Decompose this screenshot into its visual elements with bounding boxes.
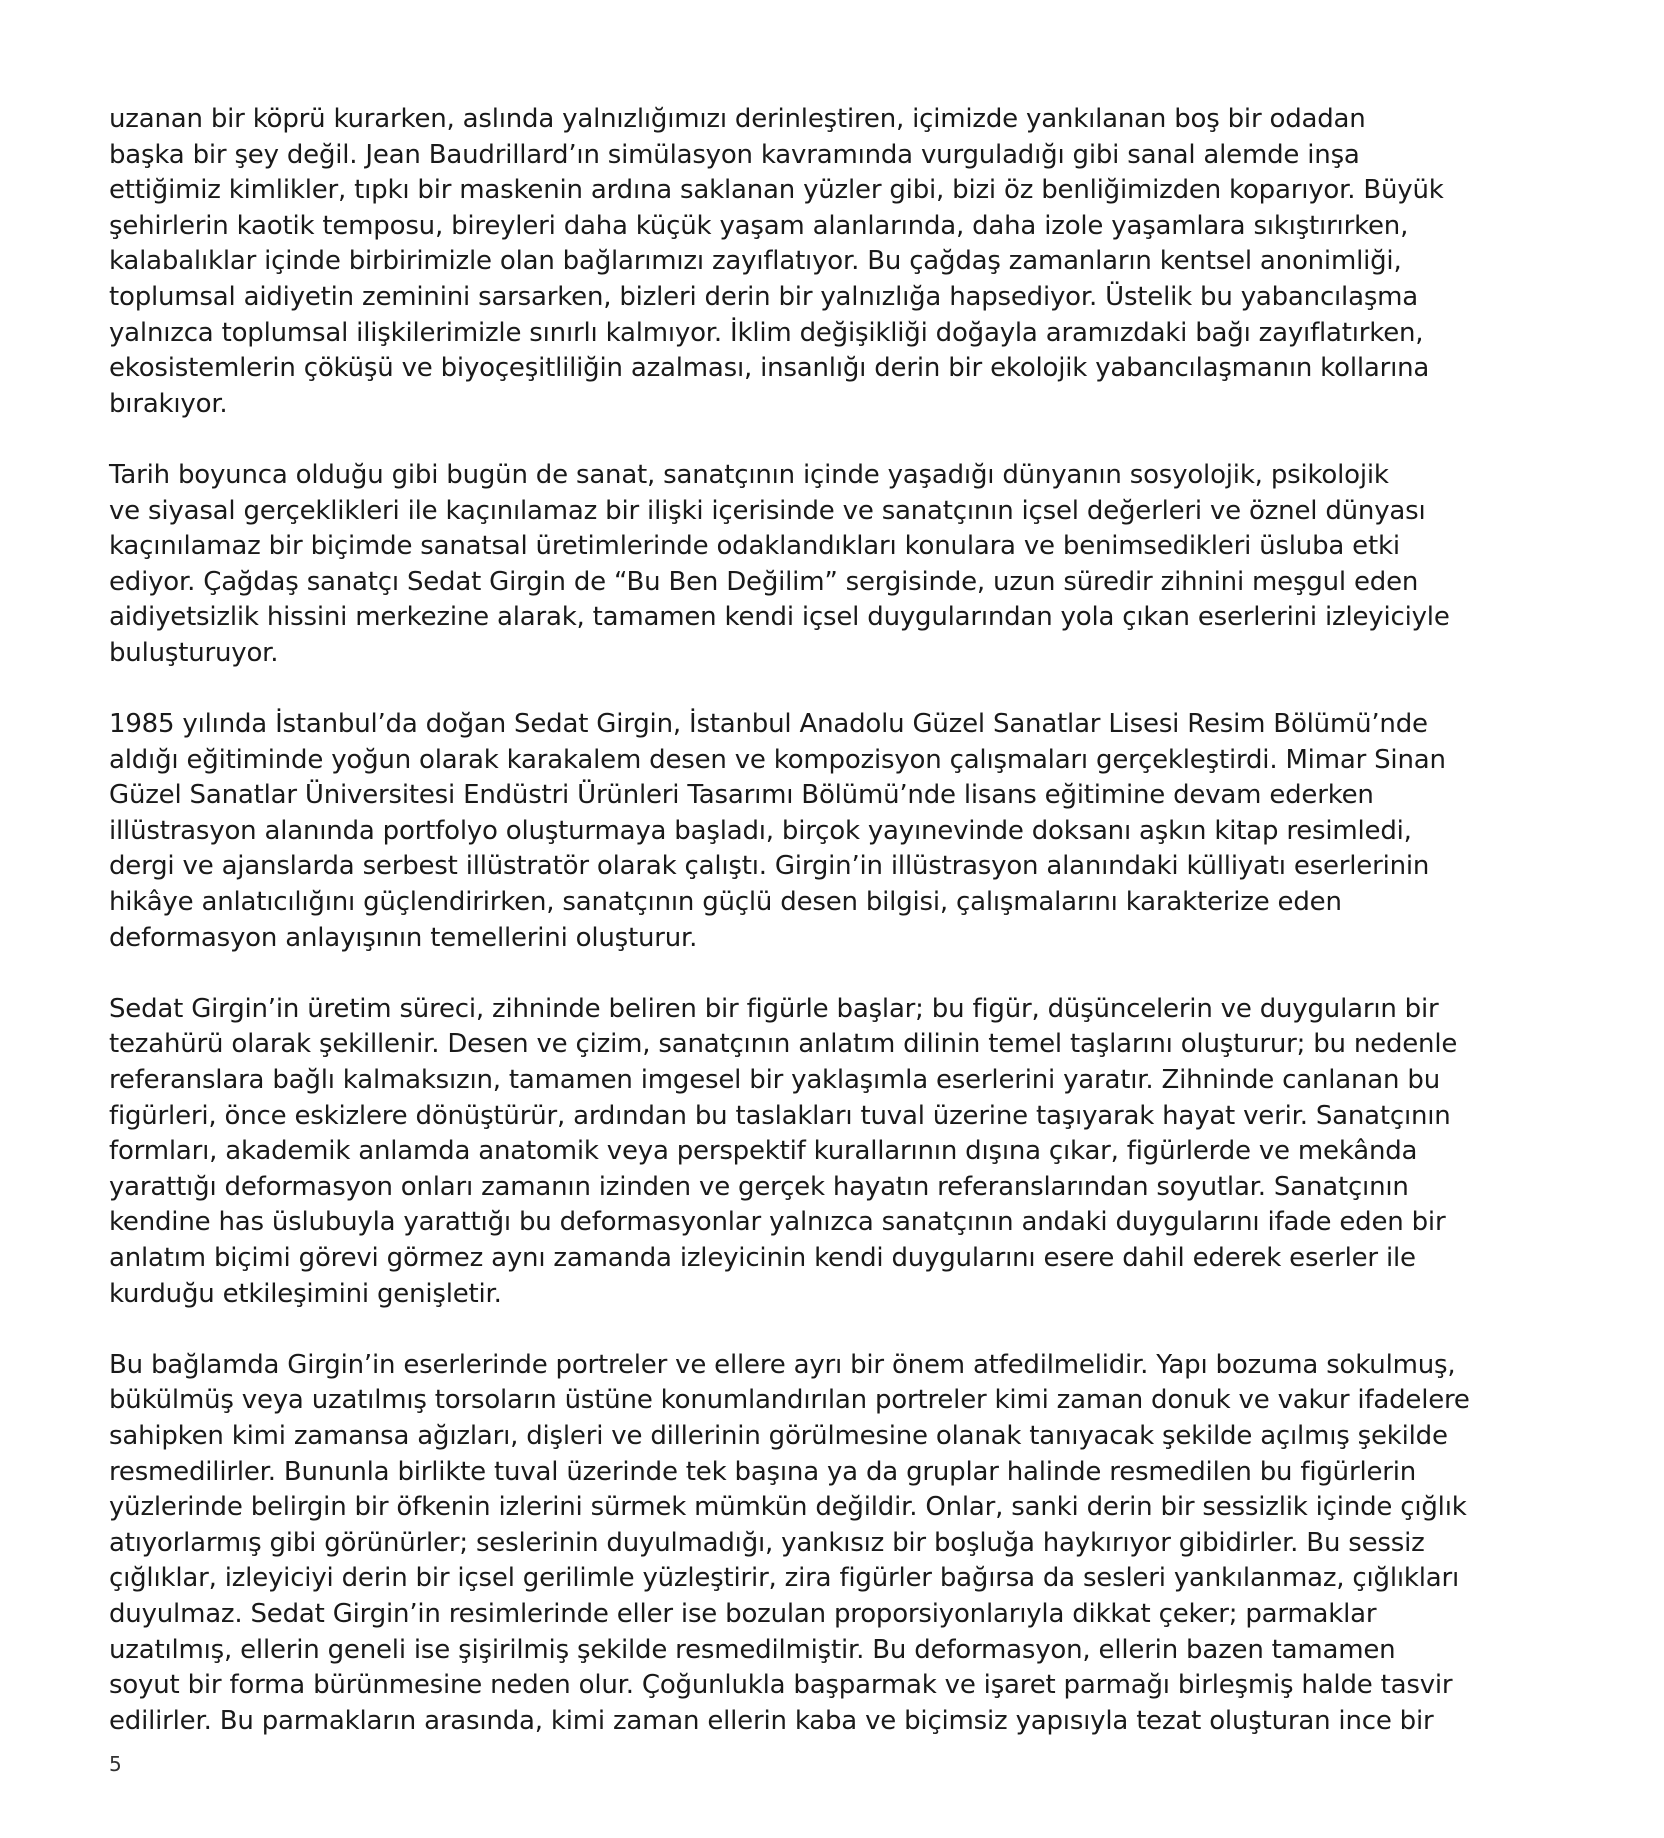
text-line: ekosistemlerin çöküşü ve biyoçeşitliliğin azalması, insanlığı derin bir ekolojik yabancılaşmanın kollarına: [109, 353, 1430, 384]
text-line: illüstrasyon alanında portfolyo oluşturmaya başladı, birçok yayınevinde doksanı aşkın kitap resimledi,: [109, 815, 1412, 846]
text-line: duyulmaz. Sedat Girgin’in resimlerinde eller ise bozulan proporsiyonlarıyla dikkat çeker; parmaklar: [109, 1598, 1377, 1629]
paragraph-5: [109, 1348, 1579, 1740]
text-line: kurduğu etkileşimini genişletir.: [109, 1278, 502, 1309]
text-line: sahipken kimi zamansa ağızları, dişleri ve dillerinin görülmesine olanak tanıyacak şekilde açılmış şekilde: [109, 1420, 1448, 1451]
page-number: 5: [109, 1752, 122, 1776]
paragraph-2: [109, 458, 1579, 672]
text-line: başka bir şey değil. Jean Baudrillard’ın simülasyon kavramında vurguladığı gibi sanal alemde inşa: [109, 139, 1360, 170]
text-line: Güzel Sanatlar Üniversitesi Endüstri Ürünleri Tasarımı Bölümü’nde lisans eğitimine devam ederken: [109, 780, 1374, 811]
paragraph-1: [109, 102, 1579, 422]
text-line: formları, akademik anlamda anatomik veya perspektif kurallarının dışına çıkar, figürlerde ve mekânda: [109, 1136, 1418, 1167]
body-text: [109, 102, 1579, 1775]
text-line: yarattığı deformasyon onları zamanın izinden ve gerçek hayatın referanslarından soyutlar. Sanatçının: [109, 1171, 1409, 1202]
text-line: edilirler. Bu parmakların arasında, kimi zaman ellerin kaba ve biçimsiz yapısıyla tezat oluşturan ince bir: [109, 1705, 1434, 1736]
paragraph-4: [109, 992, 1579, 1312]
text-line: uzanan bir köprü kurarken, aslında yalnızlığımızı derinleştiren, içimizde yankılanan boş bir odadan: [109, 104, 1366, 134]
text-line: referanslara bağlı kalmaksızın, tamamen imgesel bir yaklaşımla eserlerini yaratır. Zihninde canlanan bu: [109, 1065, 1440, 1096]
text-line: toplumsal aidiyetin zeminini sarsarken, bizleri derin bir yalnızlığa hapsediyor. Üstelik bu yabancılaşma: [109, 281, 1419, 312]
text-line: 1985 yılında İstanbul’da doğan Sedat Girgin, İstanbul Anadolu Güzel Sanatlar Lisesi Resim Bölümü’nde: [109, 709, 1428, 740]
text-line: Sedat Girgin’in üretim süreci, zihninde beliren bir figürle başlar; bu figür, düşüncelerin ve duyguların bir: [109, 993, 1439, 1024]
text-line: aidiyetsizlik hissini merkezine alarak, tamamen kendi içsel duygularından yola çıkan eserlerini izleyiciyle: [109, 602, 1450, 633]
text-line: kaçınılamaz bir biçimde sanatsal üretimlerinde odaklandıkları konulara ve benimsedikleri üsluba etki: [109, 531, 1400, 562]
paragraph-3: [109, 707, 1579, 956]
text-line: bükülmüş veya uzatılmış torsoların üstüne konumlandırılan portreler kimi zaman donuk ve vakur ifadelere: [109, 1385, 1470, 1416]
text-line: ettiğimiz kimlikler, tıpkı bir maskenin ardına saklanan yüzler gibi, bizi öz benliğimizden koparıyor. Büyük: [109, 175, 1444, 206]
text-line: bırakıyor.: [109, 388, 228, 419]
text-line: anlatım biçimi görevi görmez aynı zamanda izleyicinin kendi duygularını esere dahil ederek eserler ile: [109, 1243, 1416, 1273]
text-line: çığlıklar, izleyiciyi derin bir içsel gerilimle yüzleştirir, zira figürler bağırsa da sesleri yankılanmaz, çığlıkları: [109, 1563, 1459, 1594]
text-line: hikâye anlatıcılığını güçlendirirken, sanatçının güçlü desen bilgisi, çalışmalarını karakterize eden: [109, 887, 1342, 918]
text-line: Tarih boyunca olduğu gibi bugün de sanat, sanatçının içinde yaşadığı dünyanın sosyolojik, psikolojik: [109, 459, 1389, 490]
text-line: aldığı eğitiminde yoğun olarak karakalem desen ve kompozisyon çalışmaları gerçekleştirdi. Mimar Sinan: [109, 744, 1446, 775]
text-line: atıyorlarmış gibi görünürler; seslerinin duyulmadığı, yankısız bir boşluğa haykırıyor gibidirler. Bu sessiz: [109, 1527, 1425, 1558]
text-line: tezahürü olarak şekillenir. Desen ve çizim, sanatçının anlatım dilinin temel taşlarını oluşturur; bu nedenle: [109, 1029, 1458, 1060]
text-line: dergi ve ajanslarda serbest illüstratör olarak çalıştı. Girgin’in illüstrasyon alanındaki külliyatı eserlerinin: [109, 851, 1430, 882]
text-line: ediyor. Çağdaş sanatçı Sedat Girgin de “Bu Ben Değilim” sergisinde, uzun süredir zihnini meşgul eden: [109, 566, 1419, 597]
text-line: buluşturuyor.: [109, 637, 279, 668]
text-line: yüzlerinde belirgin bir öfkenin izlerini sürmek mümkün değildir. Onlar, sanki derin bir sessizlik içinde çığlık: [109, 1492, 1467, 1523]
text-line: ve siyasal gerçeklikleri ile kaçınılamaz bir ilişki içerisinde ve sanatçının içsel değerleri ve öznel dünyası: [109, 495, 1426, 526]
text-line: soyut bir forma bürünmesine neden olur. Çoğunlukla başparmak ve işaret parmağı birleşmiş halde tasvir: [109, 1670, 1453, 1701]
text-line: yalnızca toplumsal ilişkilerimizle sınırlı kalmıyor. İklim değişikliği doğayla aramızdaki bağı zayıflatırken,: [109, 317, 1424, 348]
text-line: uzatılmış, ellerin geneli ise şişirilmiş şekilde resmedilmiştir. Bu deformasyon, ellerin bazen tamamen: [109, 1634, 1396, 1665]
text-line: şehirlerin kaotik temposu, bireyleri daha küçük yaşam alanlarında, daha izole yaşamlara sıkıştırırken,: [109, 210, 1409, 241]
text-line: kendine has üslubuyla yarattığı bu deformasyonlar yalnızca sanatçının andaki duygularını ifade eden bir: [109, 1207, 1446, 1238]
text-line: deformasyon anlayışının temellerini oluşturur.: [109, 922, 698, 953]
text-line: kalabalıklar içinde birbirimizle olan bağlarımızı zayıflatıyor. Bu çağdaş zamanların kentsel anonimliği,: [109, 246, 1402, 277]
text-line: figürleri, önce eskizlere dönüştürür, ardından bu taslakları tuval üzerine taşıyarak hayat verir. Sanatçının: [109, 1100, 1451, 1131]
text-line: resmedilirler. Bununla birlikte tuval üzerinde tek başına ya da gruplar halinde resmedilen bu figürlerin: [109, 1456, 1417, 1487]
text-line: Bu bağlamda Girgin’in eserlerinde portreler ve ellere ayrı bir önem atfedilmelidir. Yapı bozuma sokulmuş,: [109, 1349, 1456, 1380]
